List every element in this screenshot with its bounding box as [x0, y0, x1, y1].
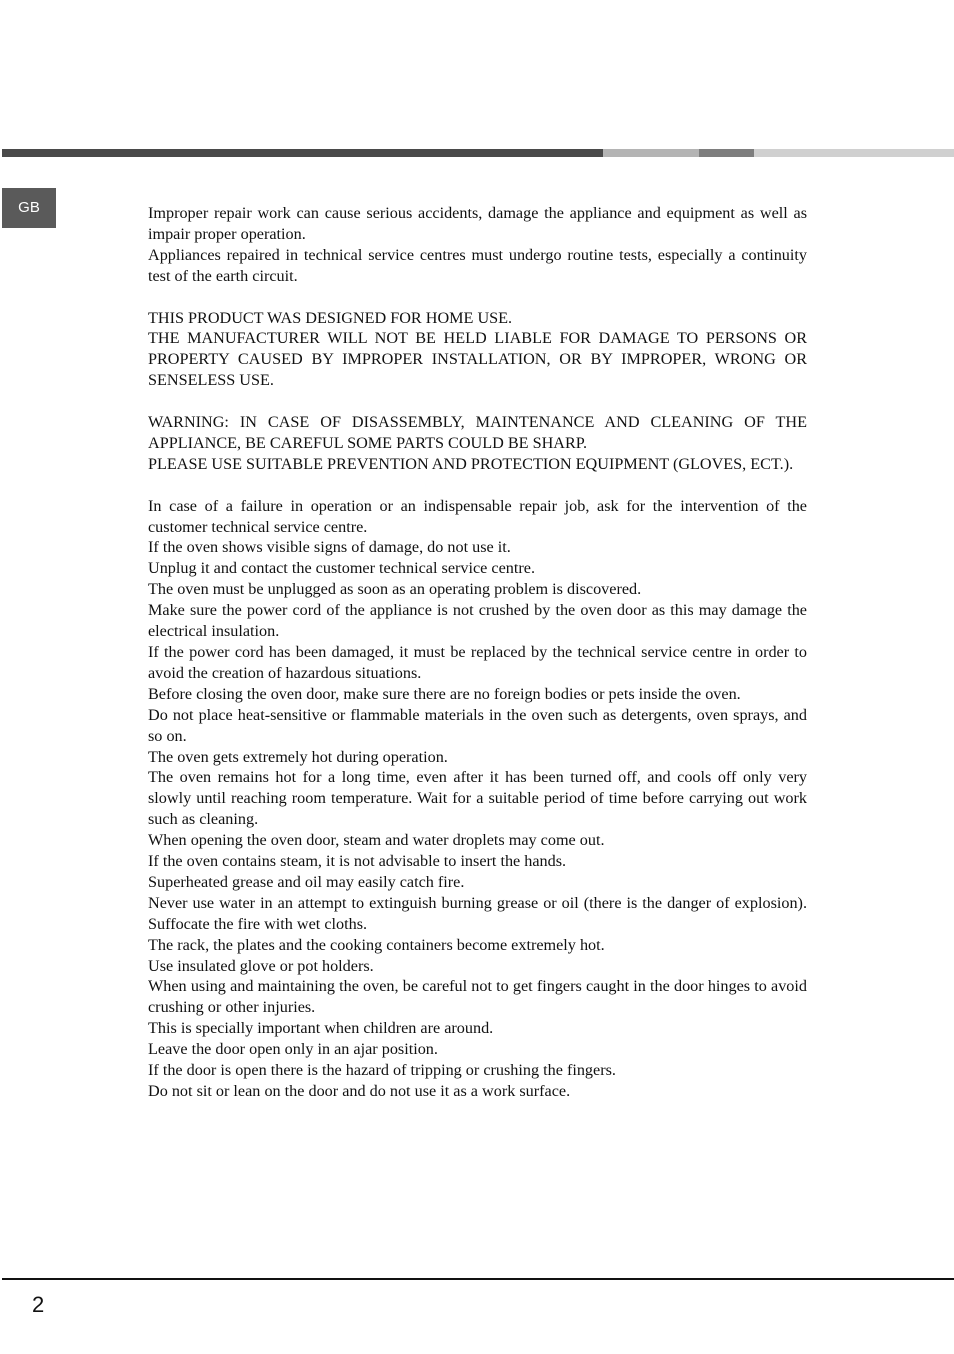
paragraph: Appliances repaired in technical service centres must undergo routine tests, especially a continuity test of the earth circuit. [148, 245, 807, 285]
paragraph: In case of a failure in operation or an indispensable repair job, ask for the intervention of the customer technical service centre. [148, 496, 807, 536]
header-bar-segment-pale [754, 149, 954, 157]
language-tab: GB [2, 188, 56, 228]
header-bar-segment-mid [699, 149, 754, 157]
paragraph: THE MANUFACTURER WILL NOT BE HELD LIABLE FOR DAMAGE TO PERSONS OR PROPERTY CAUSED BY IMPROPER INSTALLATION, OR BY IMPROPER, WRONG OR SENSELESS USE. [148, 329, 807, 390]
paragraph: Do not place heat-sensitive or flammable materials in the oven such as detergents, oven sprays, and so on. [148, 705, 807, 745]
paragraph: Never use water in an attempt to extinguish burning grease or oil (there is the danger of explosion). Suffocate the fire with wet cloths. [148, 893, 807, 933]
paragraph: The oven gets extremely hot during operation. [148, 747, 448, 766]
spacer [148, 475, 807, 496]
paragraph: When opening the oven door, steam and water droplets may come out. [148, 831, 605, 850]
paragraph: If the power cord has been damaged, it must be replaced by the technical service centre in order to avoid the creation of hazardous situations. [148, 642, 807, 682]
paragraph: The oven must be unplugged as soon as an operating problem is discovered. [148, 580, 642, 599]
page-number: 2 [32, 1292, 45, 1317]
paragraph: Superheated grease and oil may easily catch fire. [148, 872, 465, 891]
paragraph: If the oven contains steam, it is not advisable to insert the hands. [148, 852, 567, 871]
paragraph: Do not sit or lean on the door and do not use it as a work surface. [148, 1082, 571, 1101]
paragraph: If the oven shows visible signs of damage, do not use it. [148, 538, 511, 557]
spacer [148, 287, 807, 308]
block-operation-safety [148, 496, 807, 1102]
safety-text [148, 203, 807, 1102]
paragraph: Improper repair work can cause serious accidents, damage the appliance and equipment as well as impair proper operation. [148, 204, 807, 243]
block-warning [148, 412, 807, 475]
paragraph: If the door is open there is the hazard of tripping or crushing the fingers. [148, 1061, 616, 1080]
paragraph: Make sure the power cord of the appliance is not crushed by the oven door as this may damage the electrical insulation. [148, 601, 807, 641]
paragraph: Before closing the oven door, make sure there are no foreign bodies or pets inside the oven. [148, 684, 741, 703]
paragraph: This is specially important when children are around. [148, 1019, 494, 1038]
paragraph: Leave the door open only in an ajar position. [148, 1040, 438, 1059]
paragraph: WARNING: IN CASE OF DISASSEMBLY, MAINTENANCE AND CLEANING OF THE APPLIANCE, BE CAREFUL SOME PARTS COULD BE SHARP. [148, 413, 807, 452]
spacer [148, 391, 807, 412]
header-bar-segment-dark [2, 149, 603, 157]
paragraph: Unplug it and contact the customer technical service centre. [148, 559, 535, 578]
footer-rule [2, 1278, 954, 1280]
paragraph: Use insulated glove or pot holders. [148, 956, 374, 975]
paragraph: THIS PRODUCT WAS DESIGNED FOR HOME USE. [148, 308, 513, 327]
header-bar-segment-light [603, 149, 699, 157]
paragraph: PLEASE USE SUITABLE PREVENTION AND PROTECTION EQUIPMENT (GLOVES, ECT.). [148, 454, 794, 473]
block-home-use [148, 308, 807, 392]
header-color-bar [2, 149, 954, 157]
block-repair [148, 203, 807, 287]
paragraph: When using and maintaining the oven, be careful not to get fingers caught in the door hinges to avoid crushing or other injuries. [148, 977, 807, 1017]
paragraph: The oven remains hot for a long time, even after it has been turned off, and cools off only very slowly until reaching room temperature. Wait for a suitable period of time before carrying out work such as cleaning. [148, 768, 807, 829]
paragraph: The rack, the plates and the cooking containers become extremely hot. [148, 935, 605, 954]
